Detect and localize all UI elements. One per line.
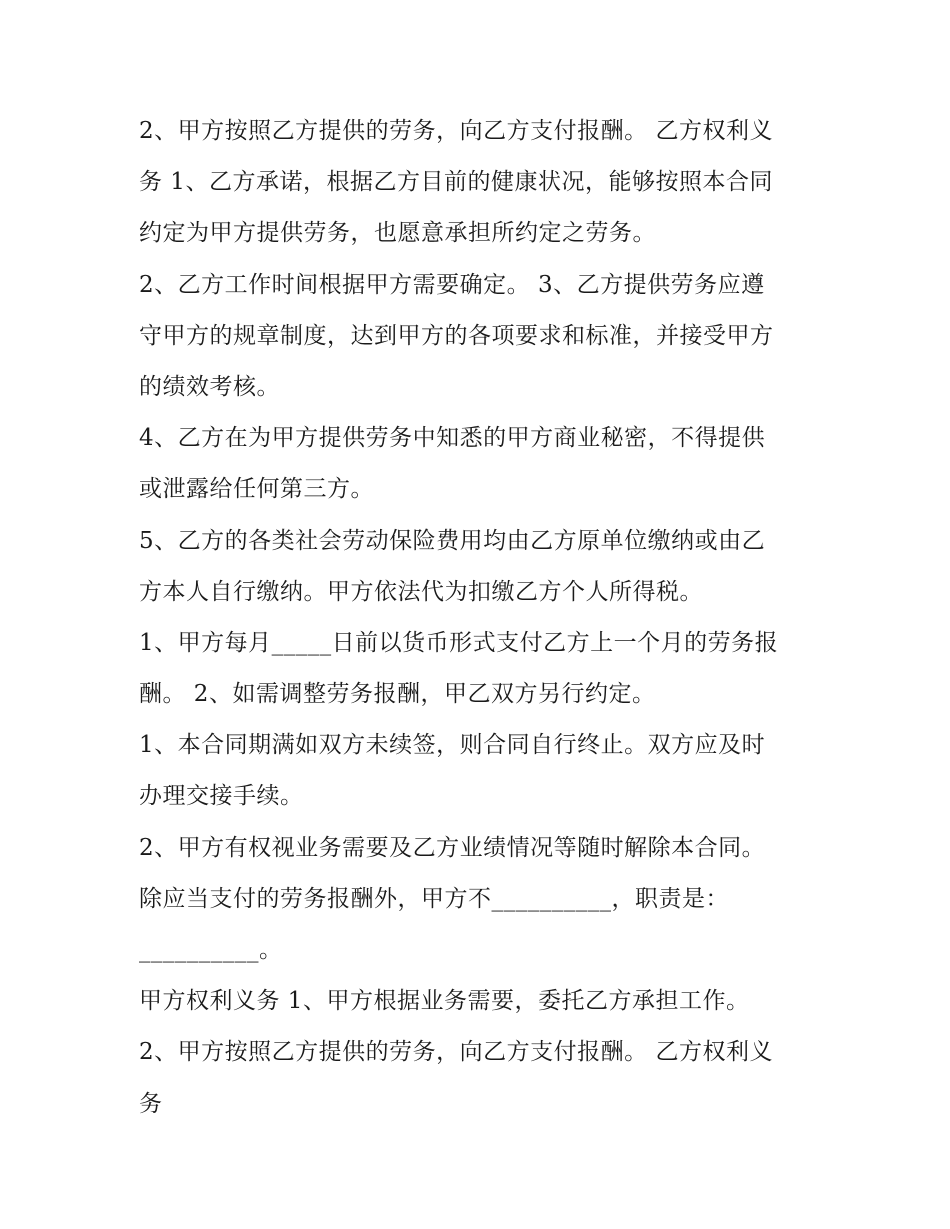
text-line: 约定为甲方提供劳务，也愿意承担所约定之劳务。 bbox=[139, 220, 656, 247]
text-line: 2、甲方按照乙方提供的劳务，向乙方支付报酬。 乙方权利义 bbox=[139, 1039, 773, 1066]
text-line: 酬。 2、如需调整劳务报酬，甲乙双方另行约定。 bbox=[139, 681, 656, 708]
text-line: 5、乙方的各类社会劳动保险费用均由乙方原单位缴纳或由乙 bbox=[139, 527, 766, 554]
text-line: 4、乙方在为甲方提供劳务中知悉的甲方商业秘密，不得提供 bbox=[139, 425, 766, 452]
text-line: 方本人自行缴纳。甲方依法代为扣缴乙方个人所得税。 bbox=[139, 578, 703, 605]
text-line: 1、本合同期满如双方未续签，则合同自行终止。双方应及时 bbox=[139, 732, 766, 759]
text-line: 2、甲方有权视业务需要及乙方业绩情况等随时解除本合同。 bbox=[139, 834, 766, 861]
text-line: 除应当支付的劳务报酬外，甲方不__________，职责是： bbox=[139, 885, 729, 912]
text-line: 的绩效考核。 bbox=[139, 373, 280, 400]
text-line: 2、甲方按照乙方提供的劳务，向乙方支付报酬。 乙方权利义 bbox=[139, 118, 773, 144]
text-line: __________。 bbox=[139, 937, 283, 963]
text-line: 守甲方的规章制度，达到甲方的各项要求和标准，并接受甲方 bbox=[139, 322, 774, 349]
text-line: 甲方权利义务 1、甲方根据业务需要，委托乙方承担工作。 bbox=[139, 988, 750, 1015]
text-line: 务 bbox=[139, 1090, 163, 1117]
text-line: 务 1、乙方承诺，根据乙方目前的健康状况，能够按照本合同 bbox=[139, 169, 773, 196]
text-line: 或泄露给任何第三方。 bbox=[139, 476, 374, 503]
text-line: 2、乙方工作时间根据甲方需要确定。 3、乙方提供劳务应遵 bbox=[139, 271, 765, 298]
text-line: 1、甲方每月_____日前以货币形式支付乙方上一个月的劳务报 bbox=[139, 629, 779, 656]
text-line: 办理交接手续。 bbox=[139, 783, 304, 810]
document-body bbox=[139, 108, 819, 1132]
